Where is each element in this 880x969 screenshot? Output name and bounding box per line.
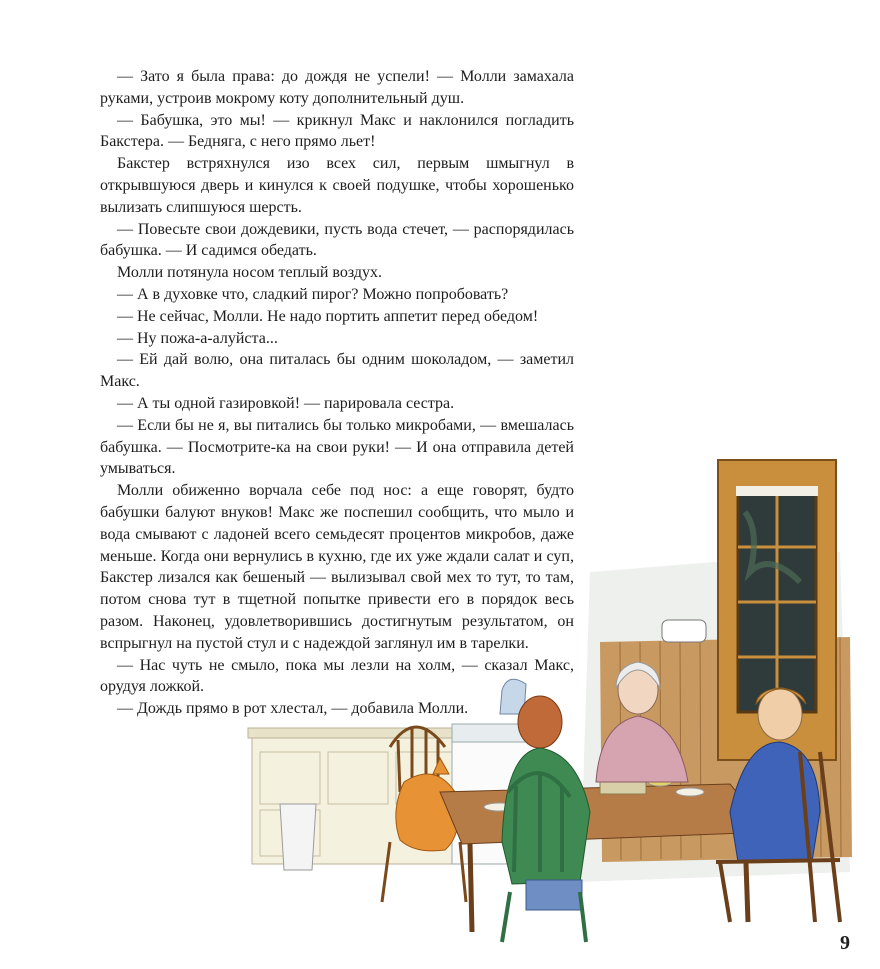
paragraph: — Не сейчас, Молли. Не надо портить аппетит перед обедом! [117, 307, 539, 325]
paragraph: — А в духовке что, сладкий пирог? Можно попробовать? [117, 285, 509, 303]
paragraph: — Зато я была права: до дождя не успели! — Молли замахала руками, устроив мокрому коту дополнительный душ. [100, 68, 574, 107]
paragraph: — Повесьте свои дождевики, пусть вода стечет, — распорядилась бабушка. — И садимся обедать. [100, 220, 574, 260]
paragraph: — Ну пожа-а-алуйста... [117, 329, 278, 347]
paragraph: Молли потянула носом теплый воздух. [117, 264, 383, 282]
paragraph: — Нас чуть не смыло, пока мы лезли на холм, — сказал Макс, орудуя ложкой. [100, 656, 574, 696]
paragraph: — Если бы не я, вы питались бы только микробами, — вмешалась бабушка. — Посмотрите-ка на свои руки! — И она отправила детей умываться. [100, 416, 574, 478]
paragraph: — Бабушка, это мы! — крикнул Макс и наклонился погладить Бакстера. — Бедняга, с него прямо льет! [100, 111, 574, 151]
page-number: 9 [840, 932, 850, 954]
paragraph: Бакстер встряхнулся изо всех сил, первым шмыгнул в открывшуюся дверь и кинулся к своей подушке, чтобы хорошенько вылизать слипшуюся шерсть. [100, 155, 574, 216]
paragraph: — Ей дай волю, она питалась бы одним шоколадом, — заметил Макс. [100, 351, 574, 391]
paragraph: Молли обиженно ворчала себе под нос: а еще говорят, будто бабушки балуют внуков! Макс же поспешил сообщить, что мыло и вода смывают с ладоней всего семьдесят процентов микробов, даже меньше. Когда они вернулись в кухню, где их уже ждали салат и суп, Бакстер лизался как бешеный — вылизывал свой мех то тут, то там, потом снова тут в тщетной попытке привести его в порядок весь разом. Наконец, удовлетворившись достигнутым результатом, он вспрыгнул на пустой стул и с надеждой заглянул им в тарелки. [100, 482, 574, 652]
paragraph: — А ты одной газировкой! — парировала сестра. [117, 394, 455, 412]
kitchen-illustration [240, 452, 880, 952]
paragraph: — Дождь прямо в рот хлестал, — добавила Молли. [117, 700, 469, 718]
